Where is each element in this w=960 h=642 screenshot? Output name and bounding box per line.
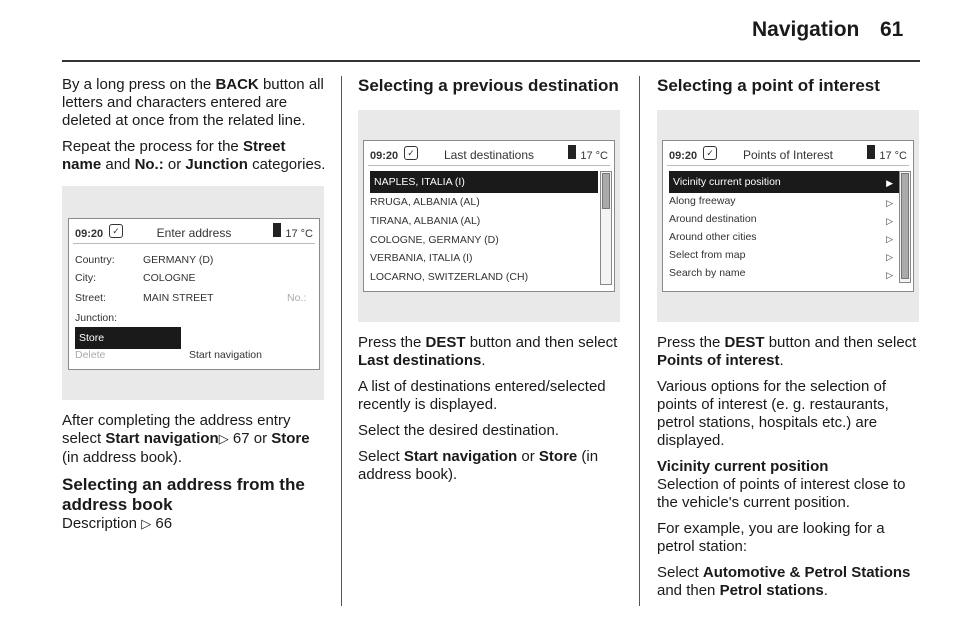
paragraph: Press the DEST button and then select Points of interest. (657, 334, 917, 369)
delete-button[interactable]: Delete (75, 349, 106, 361)
phone-icon (867, 145, 875, 159)
list-item[interactable]: Select from map (669, 249, 746, 261)
chevron-right-icon: ▷ (886, 198, 893, 208)
paragraph: Select the desired destination. (358, 422, 559, 439)
list-item[interactable]: COLOGNE, GERMANY (D) (370, 234, 499, 246)
screenshot-last-destinations (358, 110, 620, 322)
scrollbar[interactable] (899, 171, 911, 283)
column-3 (657, 76, 922, 608)
phone-icon (568, 145, 576, 159)
paragraph: Description ▷ 66 (62, 515, 173, 532)
screen-title: Last destinations (443, 148, 535, 162)
clock: 09:20 (370, 150, 399, 162)
column-2 (358, 76, 626, 492)
screenshot-points-of-interest (657, 110, 919, 322)
clock: 09:20 (75, 228, 104, 240)
paragraph: A list of destinations entered/selected recently is displayed. (358, 378, 606, 413)
divider (667, 165, 909, 166)
chevron-right-icon: ▶ (886, 178, 893, 188)
paragraph: For example, you are looking for a petrol station: (657, 520, 885, 555)
paragraph: By a long press on the BACK button all letters and characters entered are deleted at once from the related line. (62, 76, 324, 129)
section-heading: Selecting a previous destination (358, 76, 619, 95)
list-item[interactable]: Search by name (669, 267, 746, 279)
start-navigation-button[interactable]: Start navigation (189, 349, 262, 361)
column-divider (639, 76, 640, 606)
divider (368, 165, 610, 166)
list-item[interactable]: RRUGA, ALBANIA (AL) (370, 196, 480, 208)
list-item[interactable]: Vicinity current position (669, 171, 899, 193)
list-item[interactable]: Junction: (75, 312, 118, 324)
list-item[interactable]: Around destination (669, 213, 757, 225)
header-rule (62, 60, 920, 62)
column-divider (341, 76, 342, 606)
temperature: 17 °C (285, 228, 313, 240)
list-item[interactable]: LOCARNO, SWITZERLAND (CH) (370, 271, 529, 283)
column-1 (62, 76, 327, 542)
temperature: 17 °C (580, 150, 608, 162)
paragraph: Various options for the selection of points of interest (e. g. restaurants, petrol stations, hospitals etc.) are displayed. (657, 378, 889, 449)
phone-icon (273, 223, 281, 237)
screen-title: Points of Interest (742, 148, 834, 162)
section-heading: Selecting an address from the address book (62, 475, 305, 514)
paragraph: Press the DEST button and then select Last destinations. (358, 334, 618, 369)
paragraph: Selection of points of interest close to the vehicle's current position. (657, 476, 906, 511)
list-item[interactable]: NAPLES, ITALIA (I) (370, 171, 598, 193)
screen-title: Enter address (156, 226, 232, 240)
chevron-right-icon: ▷ (886, 252, 893, 262)
screenshot-enter-address (62, 186, 324, 400)
clock: 09:20 (669, 150, 698, 162)
chevron-right-icon: ▷ (886, 270, 893, 280)
chevron-right-icon: ▷ (886, 234, 893, 244)
scrollbar[interactable] (600, 171, 612, 285)
list-item[interactable]: Around other cities (669, 231, 757, 243)
list-item[interactable]: TIRANA, ALBANIA (AL) (370, 215, 481, 227)
divider (73, 243, 315, 244)
paragraph: Select Start navigation or Store (in address book). (358, 448, 599, 483)
store-button[interactable]: Store (75, 327, 181, 349)
temperature: 17 °C (879, 150, 907, 162)
chevron-right-icon: ▷ (886, 216, 893, 226)
paragraph: After completing the address entry select Start navigation▷ 67 or Store (in address book). (62, 412, 310, 466)
list-item[interactable]: Street: MAIN STREET No.: (75, 292, 307, 304)
list-item[interactable]: City: COLOGNE (75, 272, 196, 284)
check-icon: ✓ (703, 146, 717, 160)
check-icon: ✓ (404, 146, 418, 160)
list-item[interactable]: Along freeway (669, 195, 736, 207)
paragraph: Repeat the process for the Street name and No.: or Junction categories. (62, 138, 326, 173)
section-heading: Selecting a point of interest (657, 76, 880, 95)
subheading: Vicinity current position (657, 458, 829, 475)
page-number: 61 (880, 18, 904, 41)
list-item[interactable]: VERBANIA, ITALIA (I) (370, 252, 473, 264)
list-item[interactable]: Country: GERMANY (D) (75, 254, 214, 266)
paragraph: Select Automotive & Petrol Stations and then Petrol stations. (657, 564, 911, 599)
check-icon: ✓ (109, 224, 123, 238)
page-title: Navigation (752, 18, 860, 41)
